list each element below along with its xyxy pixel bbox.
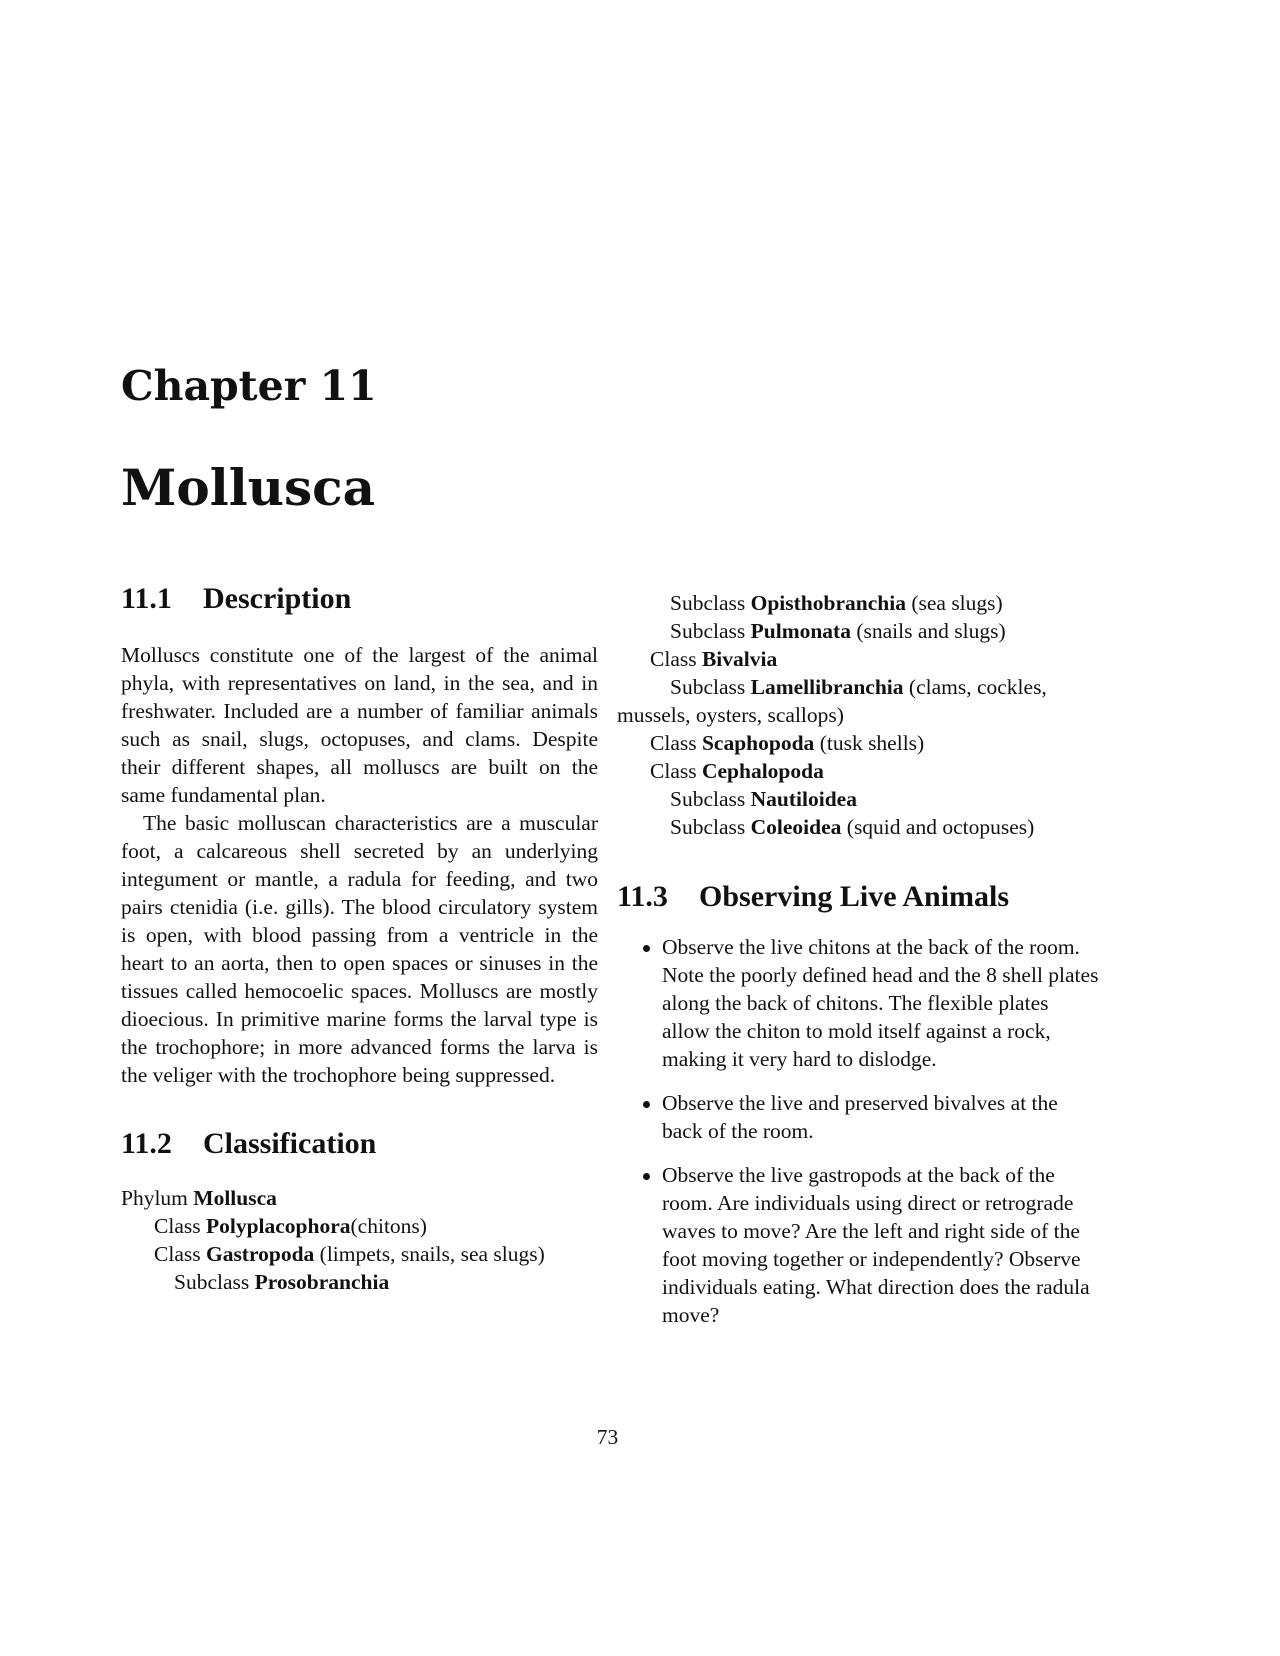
taxon-row: Subclass Lamellibranchia (clams, cockles, xyxy=(670,675,1047,699)
description-paragraph: Molluscs constitute one of the largest of the animal phyla, with representatives on land, in the sea, and in freshwater. Included are a number of familiar animals such as snail, slugs, octopuses, and clams. Despite their different shapes, all molluscs are built on the same fundamental plan. xyxy=(121,643,598,807)
observation-list xyxy=(617,933,1099,1329)
section-title: Observing Live Animals xyxy=(699,880,1010,913)
taxon-row: Class Scaphopoda (tusk shells) xyxy=(650,731,925,755)
taxon-row: Class Gastropoda (limpets, snails, sea slugs) xyxy=(154,1242,545,1266)
page-number: 73 xyxy=(596,1425,619,1449)
list-item: Observe the live and preserved bivalves at the back of the room. xyxy=(617,1089,1099,1145)
taxon-row-continuation: mussels, oysters, scallops) xyxy=(617,703,844,727)
taxon-row: Class Cephalopoda xyxy=(650,759,824,783)
taxon-row: Subclass Prosobranchia xyxy=(174,1270,390,1294)
chapter-label: Chapter 11 xyxy=(121,362,377,410)
taxon-row: Phylum Mollusca xyxy=(121,1186,277,1210)
bullet-icon xyxy=(643,1101,650,1108)
bullet-icon xyxy=(643,1173,650,1180)
section-number: 11.1 xyxy=(121,582,172,615)
section-number: 11.3 xyxy=(617,880,668,913)
section-number: 11.2 xyxy=(121,1127,172,1160)
section-observing-heading xyxy=(617,879,1099,915)
bullet-icon xyxy=(643,945,650,952)
taxon-row: Subclass Nautiloidea xyxy=(670,787,857,811)
list-item: Observe the live gastropods at the back of the room. Are individuals using direct or retrograde waves to move? Are the left and right side of the foot moving together or independently? Observe individuals eating. What direction does the radula move? xyxy=(617,1161,1099,1329)
section-title: Description xyxy=(203,582,352,615)
section-description-heading xyxy=(121,581,598,617)
taxon-row: Class Polyplacophora(chitons) xyxy=(154,1214,427,1238)
right-column xyxy=(617,589,1099,1345)
description-paragraph: The basic molluscan characteristics are a muscular foot, a calcareous shell secreted by an underlying integument or mantle, a radula for feeding, and two pairs ctenidia (i.e. gills). The blood circulatory system is open, with blood passing from a ventricle in the heart to an aorta, then to open spaces or sinuses in the tissues called hemocoelic spaces. Molluscs are mostly dioecious. In primitive marine forms the larval type is the trochophore; in more advanced forms the larva is the veliger with the trochophore being suppressed. xyxy=(121,811,598,1087)
taxon-row: Class Bivalvia xyxy=(650,647,778,671)
list-item: Observe the live chitons at the back of the room. Note the poorly defined head and the 8 shell plates along the back of chitons. The flexible plates allow the chiton to mold itself against a rock, making it very hard to dislodge. xyxy=(617,933,1099,1073)
taxon-row: Subclass Coleoidea (squid and octopuses) xyxy=(670,815,1035,839)
left-column xyxy=(121,581,598,1296)
section-classification-heading xyxy=(121,1126,598,1162)
taxon-row: Subclass Pulmonata (snails and slugs) xyxy=(670,619,1006,643)
chapter-title: Mollusca xyxy=(121,458,376,517)
taxon-row: Subclass Opisthobranchia (sea slugs) xyxy=(670,591,1003,615)
section-title: Classification xyxy=(203,1127,377,1160)
